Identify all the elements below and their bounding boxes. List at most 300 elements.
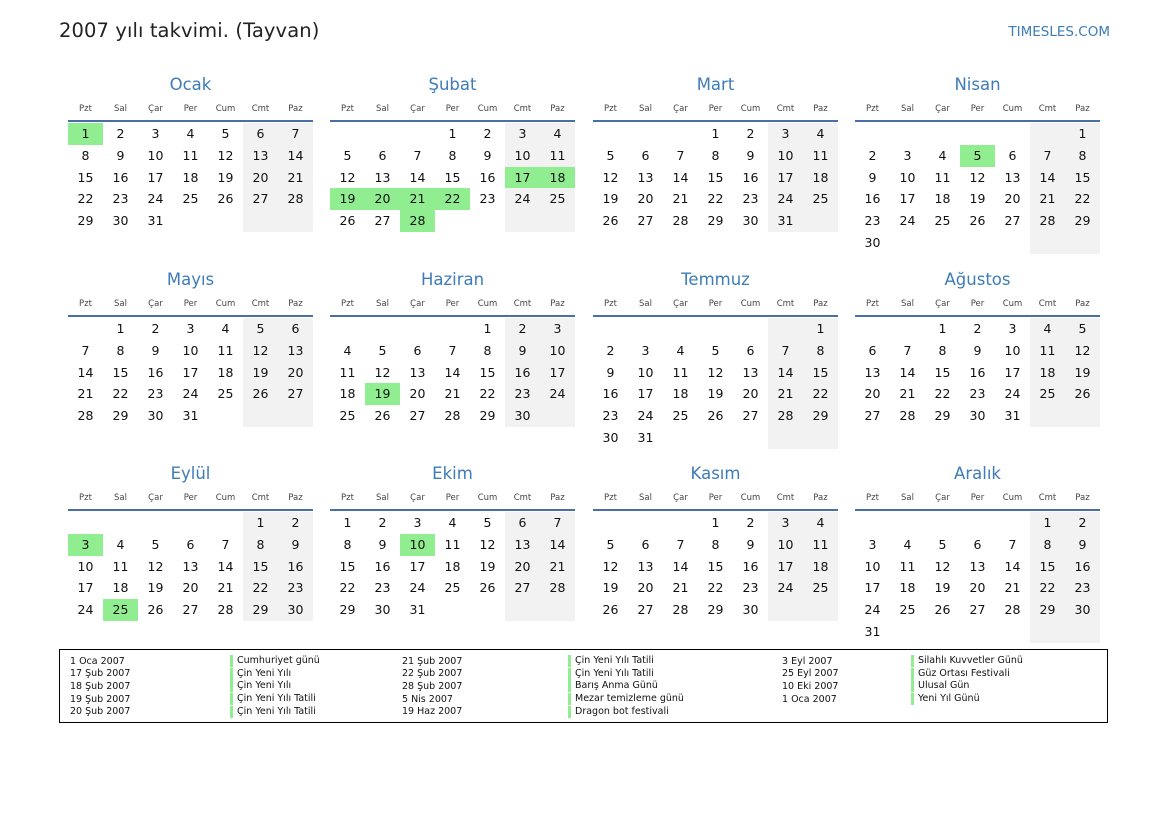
- day: 21: [444, 386, 461, 402]
- day: 22: [1065, 188, 1100, 210]
- day: 15: [77, 169, 94, 185]
- empty-cell: [628, 123, 663, 145]
- day: 20: [243, 167, 278, 189]
- weekday-label: Paz: [288, 104, 303, 114]
- day: 5: [606, 536, 615, 552]
- day: 14: [217, 558, 234, 574]
- day: 29: [1030, 599, 1065, 621]
- day: 26: [969, 213, 986, 229]
- day: 8: [1030, 534, 1065, 556]
- day: 31: [147, 213, 164, 229]
- legend-date: 28 Şub 2007: [402, 680, 463, 692]
- day: 8: [938, 342, 947, 358]
- day: 11: [934, 169, 951, 185]
- weekday-label: Cmt: [513, 299, 532, 309]
- empty-cell: [855, 123, 890, 145]
- day-grid: [68, 511, 313, 621]
- day: 13: [637, 169, 654, 185]
- day: 15: [934, 364, 951, 380]
- weekday-header: [855, 295, 1100, 317]
- weekday-label: Per: [708, 493, 723, 503]
- day: 13: [409, 364, 426, 380]
- empty-cell: [1065, 232, 1100, 254]
- legend-row: [782, 693, 1023, 706]
- month-8: [855, 267, 1100, 427]
- day-grid: [68, 317, 313, 427]
- day: 29: [1065, 210, 1100, 232]
- day: 19: [969, 191, 986, 207]
- day: 27: [637, 213, 654, 229]
- day: 4: [1030, 318, 1065, 340]
- day: 19: [243, 362, 278, 384]
- legend-holiday-name: Çin Yeni Yılı Tatili: [568, 668, 654, 680]
- day-grid: [330, 511, 575, 621]
- empty-cell: [768, 427, 803, 449]
- day: 24: [182, 386, 199, 402]
- day: 12: [969, 169, 986, 185]
- empty-cell: [400, 123, 435, 145]
- weekday-label: Cmt: [776, 104, 795, 114]
- day: 2: [483, 126, 492, 141]
- day: 10: [899, 169, 916, 185]
- day: 17: [864, 580, 881, 596]
- page-title: 2007 yılı takvimi. (Tayvan): [59, 19, 320, 42]
- holiday-day: 5: [960, 145, 995, 167]
- day: 22: [803, 383, 838, 405]
- day: 19: [934, 580, 951, 596]
- day: 14: [899, 364, 916, 380]
- day-grid: [593, 511, 838, 621]
- weekday-label: Cmt: [251, 104, 270, 114]
- weekday-label: Pzt: [341, 493, 354, 503]
- weekday-label: Sal: [114, 493, 127, 503]
- day: 29: [707, 213, 724, 229]
- day: 26: [374, 408, 391, 424]
- legend-holiday-name: Çin Yeni Yılı Tatili: [230, 693, 316, 705]
- day: 15: [1030, 556, 1065, 578]
- day: 2: [378, 515, 387, 530]
- weekday-label: Per: [183, 299, 198, 309]
- weekday-label: Cmt: [251, 493, 270, 503]
- day: 18: [934, 191, 951, 207]
- month-name: Şubat: [428, 75, 477, 94]
- empty-cell: [540, 405, 575, 427]
- day: 12: [1065, 340, 1100, 362]
- day: 18: [444, 558, 461, 574]
- empty-cell: [68, 512, 103, 534]
- day: 2: [278, 512, 313, 534]
- day: 10: [1004, 342, 1021, 358]
- day: 1: [343, 515, 352, 530]
- day: 25: [899, 602, 916, 618]
- day: 22: [77, 191, 94, 207]
- legend-date: 19 Haz 2007: [402, 706, 463, 718]
- day: 11: [803, 534, 838, 556]
- day: 26: [339, 213, 356, 229]
- day: 2: [151, 321, 160, 336]
- day-grid: [68, 122, 313, 232]
- day: 24: [409, 580, 426, 596]
- holiday-day: 10: [400, 534, 435, 556]
- day: 13: [278, 340, 313, 362]
- day: 13: [243, 145, 278, 167]
- weekday-header: [855, 489, 1100, 511]
- legend-row: [782, 680, 1023, 693]
- day: 12: [602, 169, 619, 185]
- month-name: Haziran: [420, 270, 485, 289]
- day: 8: [483, 342, 492, 358]
- empty-cell: [173, 210, 208, 232]
- day: 10: [540, 340, 575, 362]
- day: 31: [768, 210, 803, 232]
- empty-cell: [1030, 621, 1065, 643]
- holiday-day: 20: [365, 188, 400, 210]
- legend-row: [782, 668, 1023, 681]
- day: 8: [448, 147, 457, 163]
- day: 3: [768, 123, 803, 145]
- empty-cell: [540, 599, 575, 621]
- day: 25: [540, 188, 575, 210]
- empty-cell: [208, 512, 243, 534]
- day: 16: [479, 169, 496, 185]
- day: 18: [112, 580, 129, 596]
- day: 31: [409, 602, 426, 618]
- day: 19: [707, 386, 724, 402]
- weekday-header: [330, 489, 575, 511]
- day: 19: [602, 191, 619, 207]
- day: 24: [768, 577, 803, 599]
- day: 5: [938, 536, 947, 552]
- weekday-label: Cum: [1002, 493, 1023, 503]
- holiday-legend: [59, 649, 1108, 723]
- weekday-header: [68, 295, 313, 317]
- day: 22: [243, 577, 278, 599]
- empty-cell: [330, 318, 365, 340]
- day: 28: [278, 188, 313, 210]
- weekday-label: Sal: [901, 299, 914, 309]
- empty-cell: [855, 318, 890, 340]
- day: 5: [243, 318, 278, 340]
- day: 30: [602, 429, 619, 445]
- legend-holiday-name: Çin Yeni Yılı: [230, 680, 291, 692]
- day: 11: [444, 536, 461, 552]
- day: 8: [81, 147, 90, 163]
- day: 8: [1065, 145, 1100, 167]
- month-10: [330, 461, 575, 621]
- day: 13: [182, 558, 199, 574]
- day: 11: [672, 364, 689, 380]
- day: 3: [868, 536, 877, 552]
- day: 5: [1065, 318, 1100, 340]
- day: 3: [641, 342, 650, 358]
- day: 24: [637, 408, 654, 424]
- day: 25: [444, 580, 461, 596]
- day: 21: [278, 167, 313, 189]
- day: 29: [479, 408, 496, 424]
- day: 20: [182, 580, 199, 596]
- legend-date: 10 Eki 2007: [782, 680, 839, 692]
- day: 4: [116, 536, 125, 552]
- day: 28: [1004, 602, 1021, 618]
- weekday-header: [68, 100, 313, 122]
- day: 18: [182, 169, 199, 185]
- day: 29: [243, 599, 278, 621]
- day: 12: [147, 558, 164, 574]
- legend-date: 18 Şub 2007: [70, 680, 131, 692]
- day: 11: [1030, 340, 1065, 362]
- day: 11: [899, 558, 916, 574]
- legend-holiday-name: Yeni Yıl Günü: [911, 693, 980, 705]
- day: 27: [742, 408, 759, 424]
- empty-cell: [243, 210, 278, 232]
- day: 5: [711, 342, 720, 358]
- day: 13: [969, 558, 986, 574]
- day: 9: [606, 364, 615, 380]
- empty-cell: [733, 427, 768, 449]
- day: 7: [1008, 536, 1017, 552]
- weekday-label: Sal: [639, 104, 652, 114]
- day: 20: [742, 386, 759, 402]
- weekday-label: Cum: [215, 104, 236, 114]
- day: 10: [182, 342, 199, 358]
- day: 9: [746, 536, 755, 552]
- day: 30: [112, 213, 129, 229]
- holiday-day: 19: [330, 188, 365, 210]
- weekday-label: Pzt: [604, 493, 617, 503]
- day: 23: [969, 386, 986, 402]
- empty-cell: [960, 232, 995, 254]
- legend-holiday-name: Silahlı Kuvvetler Günü: [911, 655, 1023, 667]
- day: 12: [339, 169, 356, 185]
- day: 27: [374, 213, 391, 229]
- day: 22: [707, 191, 724, 207]
- day: 9: [973, 342, 982, 358]
- weekday-label: Çar: [148, 299, 163, 309]
- holiday-day: 18: [540, 167, 575, 189]
- weekday-label: Cum: [740, 299, 761, 309]
- day: 3: [505, 123, 540, 145]
- legend-date: 19 Şub 2007: [70, 693, 131, 705]
- day: 7: [221, 536, 230, 552]
- day: 28: [77, 408, 94, 424]
- day-grid: [855, 511, 1100, 643]
- empty-cell: [593, 318, 628, 340]
- weekday-label: Cum: [740, 104, 761, 114]
- weekday-label: Pzt: [79, 493, 92, 503]
- weekday-label: Per: [708, 299, 723, 309]
- day: 23: [742, 191, 759, 207]
- month-name: Mayıs: [166, 270, 215, 289]
- day: 27: [864, 408, 881, 424]
- day: 26: [707, 408, 724, 424]
- weekday-label: Per: [970, 299, 985, 309]
- month-name: Mart: [696, 75, 735, 94]
- weekday-label: Pzt: [866, 104, 879, 114]
- day: 14: [540, 534, 575, 556]
- weekday-label: Paz: [550, 493, 565, 503]
- day: 28: [444, 408, 461, 424]
- empty-cell: [925, 123, 960, 145]
- month-name: Ekim: [432, 464, 473, 483]
- empty-cell: [365, 123, 400, 145]
- day: 9: [1065, 534, 1100, 556]
- day: 1: [448, 126, 457, 141]
- legend-row: [70, 693, 320, 706]
- holiday-day: 1: [68, 123, 103, 145]
- day: 23: [505, 383, 540, 405]
- empty-cell: [593, 512, 628, 534]
- weekday-label: Paz: [550, 299, 565, 309]
- weekday-label: Pzt: [866, 299, 879, 309]
- day: 30: [147, 408, 164, 424]
- empty-cell: [803, 427, 838, 449]
- day: 9: [483, 147, 492, 163]
- weekday-label: Cum: [477, 493, 498, 503]
- empty-cell: [1065, 621, 1100, 643]
- day: 15: [479, 364, 496, 380]
- empty-cell: [890, 232, 925, 254]
- day: 25: [803, 188, 838, 210]
- empty-cell: [593, 123, 628, 145]
- day: 17: [768, 556, 803, 578]
- legend-holiday-name: Barış Anma Günü: [568, 680, 658, 692]
- day: 3: [903, 147, 912, 163]
- day: 16: [1065, 556, 1100, 578]
- holiday-day: 17: [505, 167, 540, 189]
- day: 4: [803, 123, 838, 145]
- legend-holiday-name: Cumhuriyet günü: [230, 655, 320, 667]
- weekday-label: Paz: [288, 299, 303, 309]
- day: 21: [1030, 188, 1065, 210]
- weekday-label: Paz: [813, 104, 828, 114]
- day-grid: [855, 317, 1100, 427]
- empty-cell: [138, 512, 173, 534]
- day: 7: [1030, 145, 1065, 167]
- day: 14: [77, 364, 94, 380]
- empty-cell: [470, 599, 505, 621]
- day: 24: [768, 188, 803, 210]
- day: 7: [81, 342, 90, 358]
- day: 25: [182, 191, 199, 207]
- weekday-label: Paz: [288, 493, 303, 503]
- weekday-label: Sal: [376, 299, 389, 309]
- day: 14: [444, 364, 461, 380]
- empty-cell: [803, 599, 838, 621]
- day: 15: [803, 362, 838, 384]
- day: 30: [969, 408, 986, 424]
- day: 11: [217, 342, 234, 358]
- day: 27: [409, 408, 426, 424]
- legend-row: [402, 655, 684, 668]
- legend-date: 5 Nis 2007: [402, 693, 453, 705]
- day: 5: [221, 126, 230, 141]
- day-grid: [593, 122, 838, 232]
- day: 16: [969, 364, 986, 380]
- day: 16: [864, 191, 881, 207]
- empty-cell: [103, 512, 138, 534]
- empty-cell: [995, 621, 1030, 643]
- day: 14: [1030, 167, 1065, 189]
- day: 22: [112, 386, 129, 402]
- day: 23: [374, 580, 391, 596]
- day: 5: [343, 147, 352, 163]
- weekday-label: Pzt: [604, 299, 617, 309]
- day: 24: [505, 188, 540, 210]
- day: 13: [374, 169, 391, 185]
- day: 4: [676, 342, 685, 358]
- legend-row: [70, 705, 320, 718]
- day: 12: [217, 147, 234, 163]
- day: 2: [606, 342, 615, 358]
- day: 11: [540, 145, 575, 167]
- day: 28: [217, 602, 234, 618]
- legend-holiday-name: Çin Yeni Yılı Tatili: [568, 655, 654, 667]
- weekday-label: Per: [445, 493, 460, 503]
- day: 15: [112, 364, 129, 380]
- empty-cell: [663, 512, 698, 534]
- legend-holiday-name: Çin Yeni Yılı Tatili: [230, 706, 316, 718]
- empty-cell: [435, 210, 470, 232]
- empty-cell: [208, 405, 243, 427]
- day: 17: [409, 558, 426, 574]
- empty-cell: [995, 512, 1030, 534]
- holiday-day: 25: [103, 599, 138, 621]
- day: 20: [637, 580, 654, 596]
- empty-cell: [995, 123, 1030, 145]
- day: 3: [540, 318, 575, 340]
- legend-row: [402, 705, 684, 718]
- day: 4: [540, 123, 575, 145]
- empty-cell: [173, 512, 208, 534]
- holiday-day: 22: [435, 188, 470, 210]
- day: 22: [1030, 577, 1065, 599]
- day: 8: [116, 342, 125, 358]
- weekday-label: Çar: [148, 104, 163, 114]
- day: 21: [77, 386, 94, 402]
- day: 27: [278, 383, 313, 405]
- day: 17: [182, 364, 199, 380]
- day: 31: [637, 429, 654, 445]
- day: 16: [505, 362, 540, 384]
- site-link[interactable]: TIMESLES.COM: [1008, 24, 1110, 40]
- day: 26: [1065, 383, 1100, 405]
- day: 24: [864, 602, 881, 618]
- day: 26: [243, 383, 278, 405]
- weekday-label: Çar: [673, 104, 688, 114]
- weekday-label: Cmt: [251, 299, 270, 309]
- day: 28: [672, 602, 689, 618]
- day: 13: [864, 364, 881, 380]
- day: 4: [803, 512, 838, 534]
- day: 9: [116, 147, 125, 163]
- day: 7: [768, 340, 803, 362]
- empty-cell: [890, 123, 925, 145]
- weekday-label: Per: [183, 493, 198, 503]
- day: 6: [868, 342, 877, 358]
- day: 8: [343, 536, 352, 552]
- legend-row: [402, 680, 684, 693]
- empty-cell: [960, 512, 995, 534]
- weekday-label: Paz: [1075, 299, 1090, 309]
- empty-cell: [698, 318, 733, 340]
- weekday-label: Paz: [813, 493, 828, 503]
- day: 20: [969, 580, 986, 596]
- day: 20: [505, 556, 540, 578]
- day: 29: [934, 408, 951, 424]
- day: 29: [339, 602, 356, 618]
- weekday-label: Çar: [410, 493, 425, 503]
- empty-cell: [68, 318, 103, 340]
